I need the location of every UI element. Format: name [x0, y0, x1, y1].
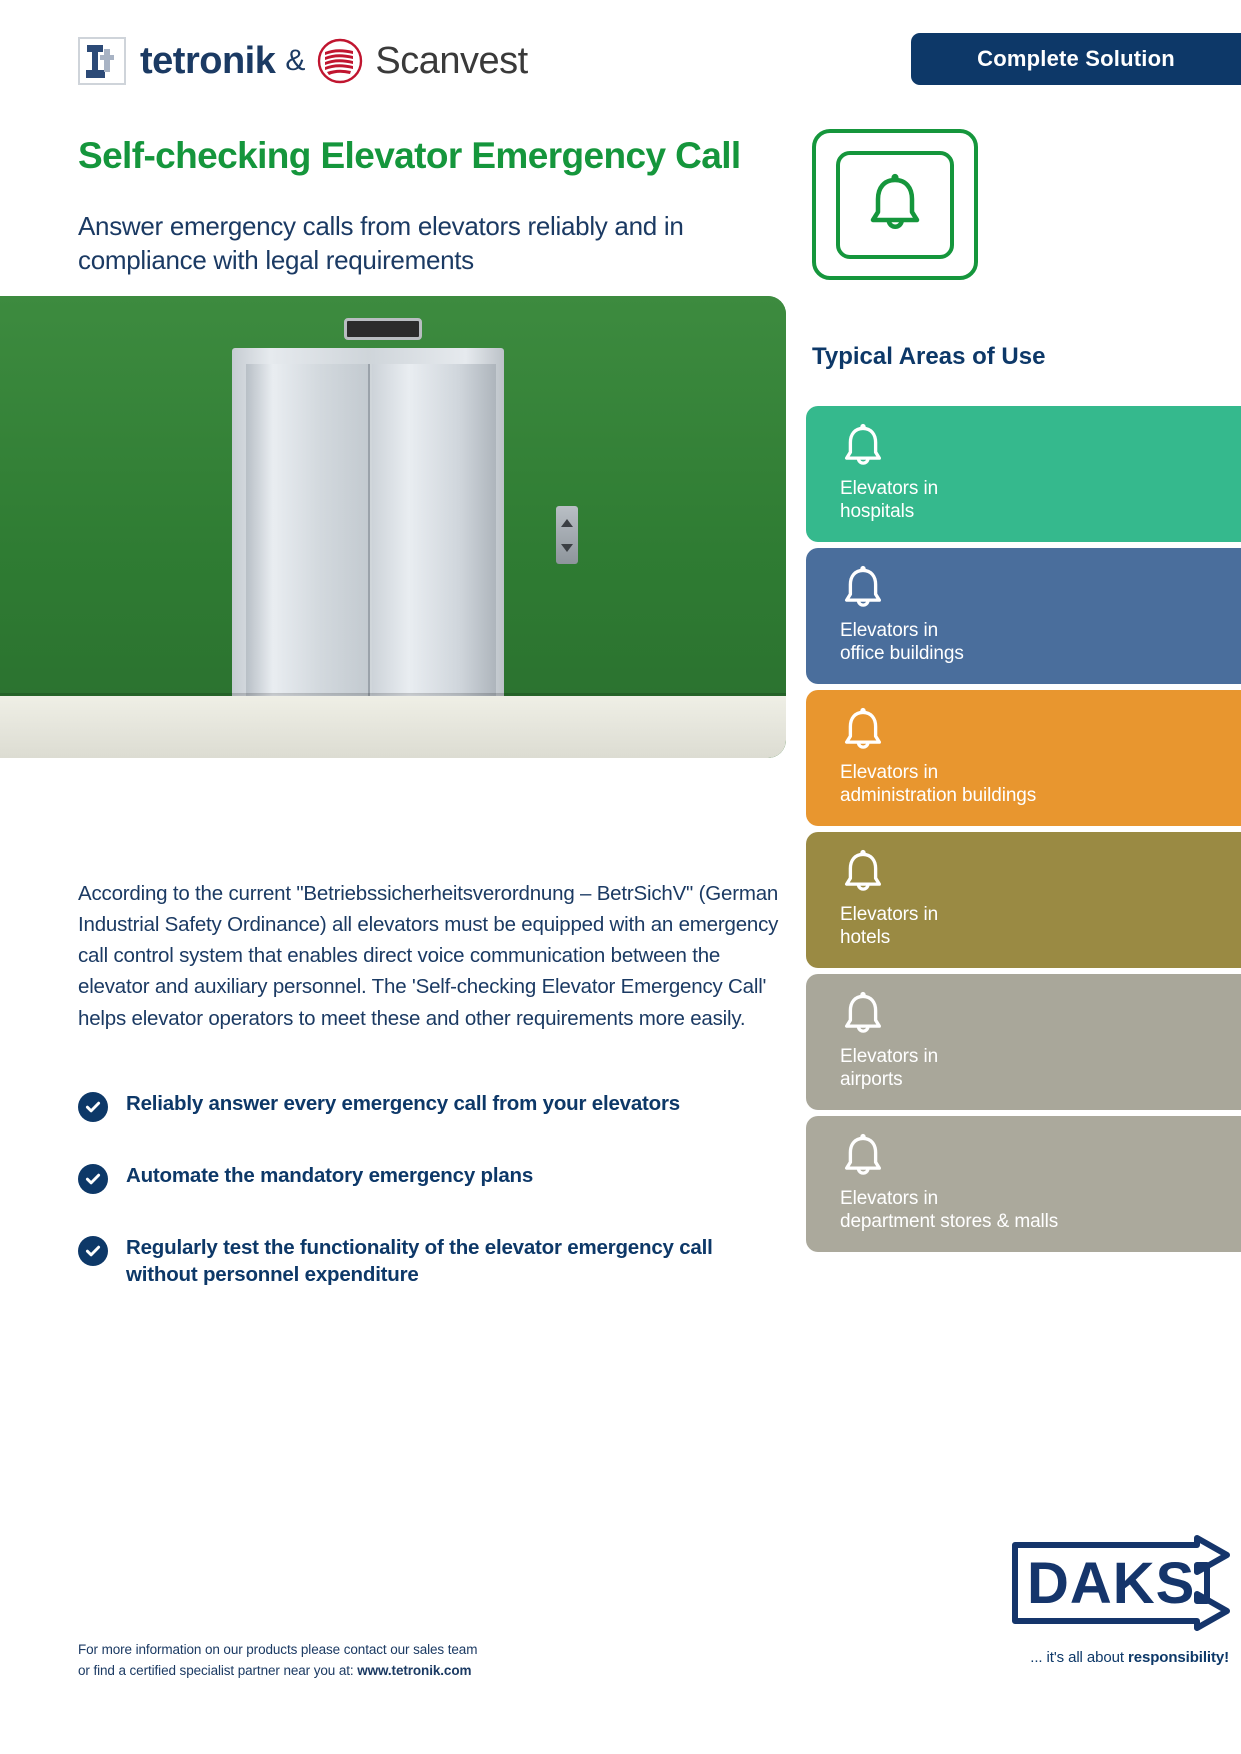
benefits-list [78, 1090, 788, 1328]
checkmark-icon [84, 1242, 102, 1260]
area-tile-line1: Elevators in [840, 1046, 939, 1067]
daks-tagline [1030, 1649, 1229, 1666]
typical-areas-tiles [806, 406, 1241, 1258]
bell-icon [840, 1027, 886, 1044]
area-tile-line2: administration buildings [840, 785, 1037, 807]
bell-icon [864, 172, 926, 238]
scanvest-glyph [317, 38, 363, 84]
daks-wordmark-text: DAKS [1027, 1551, 1196, 1616]
complete-solution-badge [911, 33, 1241, 85]
scanvest-wordmark: Scanvest [375, 40, 528, 82]
area-tile-line2: hospitals [840, 501, 915, 523]
brand-bar [78, 30, 528, 92]
page-title: Self-checking Elevator Emergency Call [78, 135, 741, 176]
check-circle-icon [78, 1092, 108, 1122]
bell-icon [840, 459, 886, 476]
footer-line-1: For more information on our products please contact our sales team [78, 1642, 478, 1658]
page-subtitle: Answer emergency calls from elevators reliably and in compliance with legal requirements [78, 211, 684, 275]
bell-badge-icon [812, 129, 978, 280]
area-tile-airports [806, 974, 1241, 1110]
elevator-floor-display [344, 318, 422, 340]
daks-tagline-bold: responsibility! [1127, 1649, 1229, 1666]
bell-glyph [840, 990, 886, 1040]
bell-icon [840, 601, 886, 618]
bell-glyph [840, 1132, 886, 1182]
tetronik-glyph [86, 44, 120, 80]
daks-logo-icon [1001, 1535, 1231, 1631]
check-circle-icon [78, 1164, 108, 1194]
area-tile-line2: office buildings [840, 643, 964, 665]
arrow-up-icon [561, 519, 573, 527]
area-tile-line2: department stores & malls [840, 1211, 1059, 1233]
area-tile-line1: Elevators in [840, 478, 939, 499]
bell-badge-inner-frame [836, 151, 954, 259]
area-tile-administration-buildings [806, 690, 1241, 826]
list-item [78, 1234, 788, 1288]
checkmark-icon [84, 1098, 102, 1116]
intro-paragraph: According to the current "Betriebssicherheitsverordnung – BetrSichV" (German Industrial Safety Ordinance) all elevators must be equipped with an emergency call control system that enables direct voice communication between the elevator and auxiliary personnel. The 'Self-checking Elevator Emergency Call' helps elevator operators to meet these and other requirements more easily. [78, 882, 779, 1030]
area-tile-line1: Elevators in [840, 904, 939, 925]
tetronik-logo-icon [78, 37, 126, 85]
brand-ampersand: & [285, 44, 306, 77]
footer-contact-note [78, 1640, 477, 1682]
hero-floor [0, 696, 786, 758]
area-tile-line1: Elevators in [840, 620, 939, 641]
list-item [78, 1090, 788, 1122]
footer-line-2-prefix: or find a certified specialist partner near you at: [78, 1663, 358, 1679]
checkmark-icon [84, 1170, 102, 1188]
check-circle-icon [78, 1236, 108, 1266]
arrow-down-icon [561, 544, 573, 552]
footer-line-2 [78, 1661, 477, 1682]
bell-glyph [840, 848, 886, 898]
complete-solution-label: Complete Solution [977, 46, 1175, 71]
elevator-photo [0, 296, 786, 758]
elevator-door-left [246, 364, 370, 720]
area-tile-line1: Elevators in [840, 1188, 939, 1209]
elevator-door-right [372, 364, 496, 720]
bell-glyph [840, 706, 886, 756]
list-item-label: Reliably answer every emergency call from your elevators [126, 1092, 680, 1115]
area-tile-line2: airports [840, 1069, 903, 1091]
tetronik-wordmark: tetronik [140, 40, 276, 82]
area-tile-line2: hotels [840, 927, 891, 949]
area-tile-hospitals [806, 406, 1241, 542]
typical-areas-heading: Typical Areas of Use [812, 343, 1046, 370]
bell-icon [840, 743, 886, 760]
bell-icon [840, 1169, 886, 1186]
area-tile-department-stores [806, 1116, 1241, 1252]
list-item [78, 1162, 788, 1194]
daks-logo [991, 1535, 1231, 1636]
scanvest-logo-icon [317, 38, 363, 84]
elevator-call-panel [556, 506, 578, 564]
area-tile-line1: Elevators in [840, 762, 939, 783]
list-item-label: Regularly test the functionality of the elevator emergency call without personnel expenditure [126, 1236, 713, 1287]
area-tile-hotels [806, 832, 1241, 968]
bell-glyph [840, 422, 886, 472]
list-item-label: Automate the mandatory emergency plans [126, 1164, 534, 1187]
daks-tagline-prefix: ... it's all about [1030, 1649, 1128, 1666]
bell-icon [840, 885, 886, 902]
bell-glyph [840, 564, 886, 614]
area-tile-office-buildings [806, 548, 1241, 684]
footer-website-link[interactable]: www.tetronik.com [357, 1663, 472, 1679]
